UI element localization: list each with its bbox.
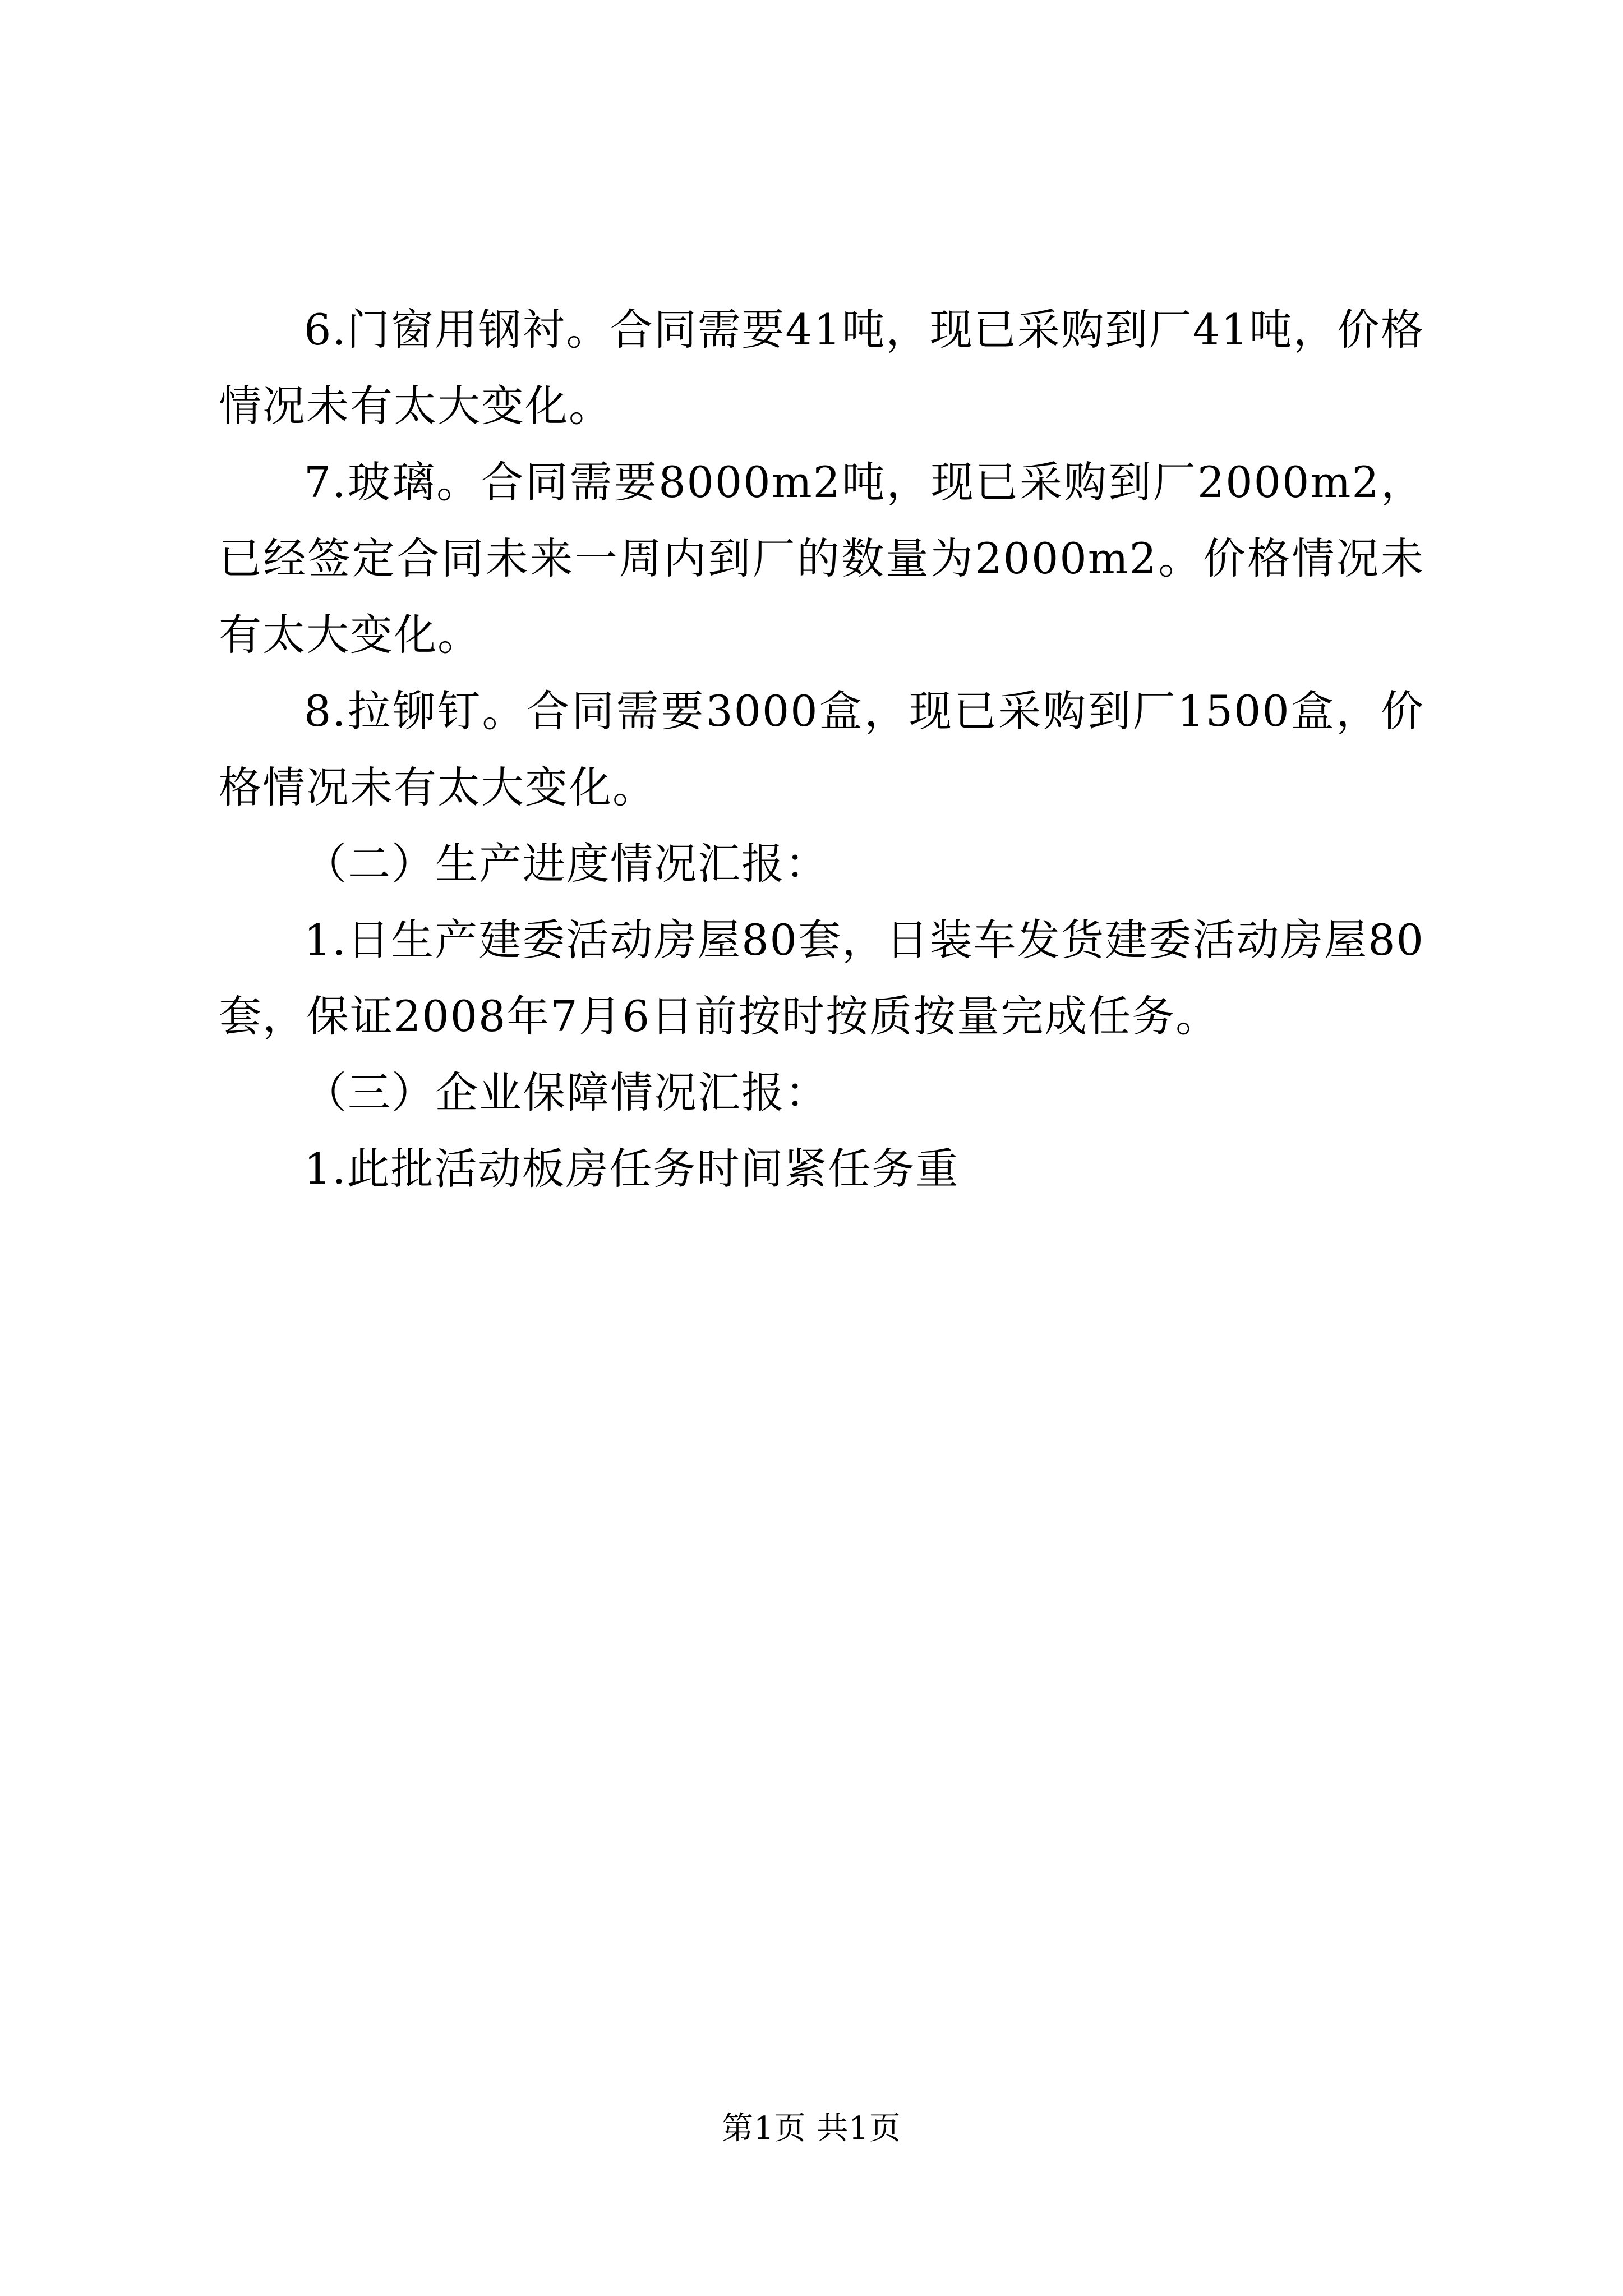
paragraph-item-8-rivets: 8.拉铆钉。合同需要3000盒，现已采购到厂1500盒，价格情况未有太大变化。	[219, 686, 1424, 812]
paragraph-item-7-glass: 7.玻璃。合同需要8000m2吨，现已采购到厂2000m2，已经签定合同未来一周内到厂的数量为2000m2。价格情况未有太大变化。	[219, 457, 1424, 660]
paragraph-guarantee-item-1: 1.此批活动板房任务时间紧任务重	[304, 1144, 960, 1194]
section-heading-production-progress: （二）生产进度情况汇报：	[304, 839, 829, 889]
paragraph-production-item-1: 1.日生产建委活动房屋80套，日装车发货建委活动房屋80套，保证2008年7月6日前按时按质按量完成任务。	[219, 915, 1424, 1041]
page-number-footer: 第1页 共1页	[721, 2110, 902, 2147]
section-heading-enterprise-guarantee: （三）企业保障情况汇报：	[304, 1068, 829, 1117]
document-body	[219, 292, 1424, 1207]
paragraph-item-6-steel-lining: 6.门窗用钢衬。合同需要41吨，现已采购到厂41吨，价格情况未有太大变化。	[219, 305, 1424, 431]
